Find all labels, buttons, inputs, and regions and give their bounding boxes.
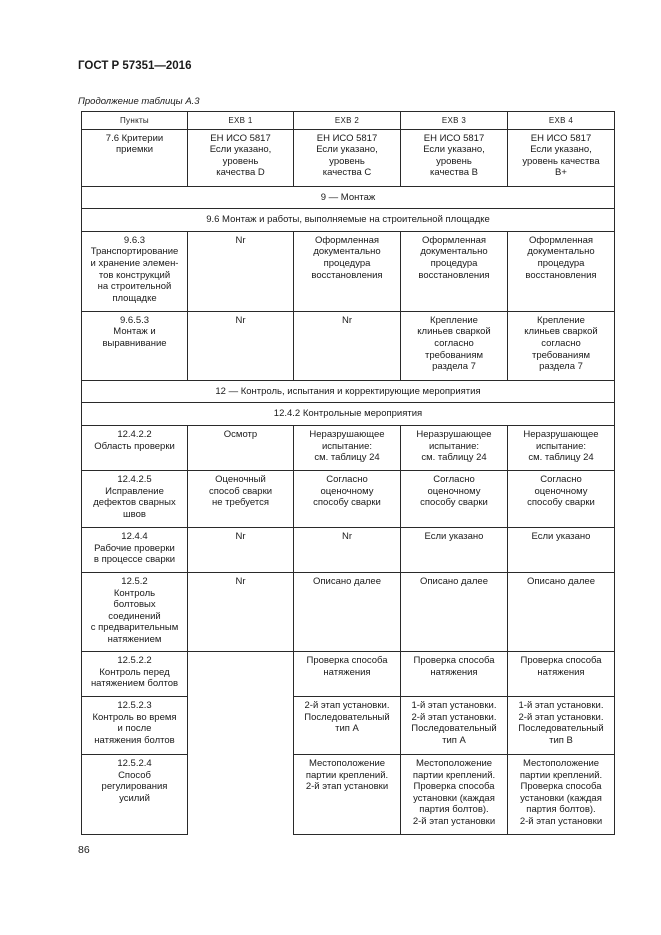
row-clause: 9.6.5.3 Монтаж и выравнивание <box>82 311 188 380</box>
cell-exb1: Nr <box>188 231 294 311</box>
cell-exb3: Проверка способа натяжения <box>401 651 508 696</box>
table-caption: Продолжение таблицы А.3 <box>78 96 200 107</box>
header-exb4: EXB 4 <box>508 112 615 130</box>
row-clause: 7.6 Критерии приемки <box>82 129 188 186</box>
section-heading: 9 — Монтаж <box>82 186 615 209</box>
row-clause: 12.4.2.5 Исправление дефектов сварных швов <box>82 470 188 527</box>
cell-exb4: Если указано <box>508 527 615 572</box>
cell-exb2: Оформленная документально процедура восстановления <box>294 231 401 311</box>
cell-exb1: Осмотр <box>188 425 294 470</box>
cell-exb4: Согласно оценочному способу сварки <box>508 470 615 527</box>
row-clause: 12.5.2.2 Контроль перед натяжением болтов <box>82 651 188 696</box>
cell-exb1: Оценочный способ сварки не требуется <box>188 470 294 527</box>
table-row <box>82 129 615 186</box>
cell-exb3: 1-й этап установки. 2-й этап установки. Последовательный тип А <box>401 696 508 754</box>
row-clause: 12.5.2.3 Контроль во время и после натяжения болтов <box>82 696 188 754</box>
cell-exb3: Местоположение партии креплений. Проверка способа установки (каждая партия болтов). 2-й этап установки <box>401 754 508 834</box>
cell-exb1: ЕН ИСО 5817 Если указано, уровень качества D <box>188 129 294 186</box>
cell-exb4: Оформленная документально процедура восстановления <box>508 231 615 311</box>
cell-exb3: Согласно оценочному способу сварки <box>401 470 508 527</box>
row-clause: 12.4.4 Рабочие проверки в процессе сварки <box>82 527 188 572</box>
cell-exb1: Nr <box>188 572 294 651</box>
row-clause: 12.5.2 Контроль болтовых соединений с предварительным натяжением <box>82 572 188 651</box>
cell-exb3: Неразрушающее испытание: см. таблицу 24 <box>401 425 508 470</box>
cell-exb1: Nr <box>188 527 294 572</box>
section-row <box>82 403 615 426</box>
cell-exb1: Nr <box>188 311 294 380</box>
cell-exb2: Местоположение партии креплений. 2-й этап установки <box>294 754 401 834</box>
row-clause: 9.6.3 Транспортирование и хранение элемен- тов конструкций на строительной площадке <box>82 231 188 311</box>
cell-exb3: Оформленная документально процедура восстановления <box>401 231 508 311</box>
header-exb3: EXB 3 <box>401 112 508 130</box>
table-row <box>82 527 615 572</box>
table-row <box>82 311 615 380</box>
cell-exb1-empty <box>188 696 294 754</box>
cell-exb3: Крепление клиньев сваркой согласно требованиям раздела 7 <box>401 311 508 380</box>
cell-exb1-empty <box>188 651 294 696</box>
cell-exb4: Местоположение партии креплений. Проверка способа установки (каждая партия болтов). 2-й этап установки <box>508 754 615 834</box>
header-clauses: Пункты <box>82 112 188 130</box>
table-row <box>82 470 615 527</box>
cell-exb2: Nr <box>294 311 401 380</box>
subsection-heading: 9.6 Монтаж и работы, выполняемые на строительной площадке <box>82 209 615 232</box>
table-row <box>82 651 615 696</box>
row-clause: 12.4.2.2 Область проверки <box>82 425 188 470</box>
cell-exb2: Проверка способа натяжения <box>294 651 401 696</box>
cell-exb2: Согласно оценочному способу сварки <box>294 470 401 527</box>
cell-exb2: Описано далее <box>294 572 401 651</box>
section-heading: 12 — Контроль, испытания и корректирующие мероприятия <box>82 380 615 403</box>
section-row <box>82 186 615 209</box>
cell-exb2: ЕН ИСО 5817 Если указано, уровень качества С <box>294 129 401 186</box>
page-number: 86 <box>78 844 90 856</box>
cell-exb4: Описано далее <box>508 572 615 651</box>
cell-exb2: Nr <box>294 527 401 572</box>
cell-exb4: Неразрушающее испытание: см. таблицу 24 <box>508 425 615 470</box>
cell-exb3: ЕН ИСО 5817 Если указано, уровень качества В <box>401 129 508 186</box>
cell-exb1-empty <box>188 754 294 834</box>
requirements-table <box>81 111 615 835</box>
table-row <box>82 696 615 754</box>
table-row <box>82 572 615 651</box>
cell-exb4: 1-й этап установки. 2-й этап установки. Последовательный тип В <box>508 696 615 754</box>
row-clause: 12.5.2.4 Способ регулирования усилий <box>82 754 188 834</box>
cell-exb4: Крепление клиньев сваркой согласно требованиям раздела 7 <box>508 311 615 380</box>
table-header-row <box>82 112 615 130</box>
table-row <box>82 231 615 311</box>
header-exb1: EXB 1 <box>188 112 294 130</box>
cell-exb3: Описано далее <box>401 572 508 651</box>
cell-exb2: 2-й этап установки. Последовательный тип А <box>294 696 401 754</box>
cell-exb3: Если указано <box>401 527 508 572</box>
section-row <box>82 209 615 232</box>
cell-exb2: Неразрушающее испытание: см. таблицу 24 <box>294 425 401 470</box>
table-row <box>82 425 615 470</box>
cell-exb4: ЕН ИСО 5817 Если указано, уровень качества В+ <box>508 129 615 186</box>
section-row <box>82 380 615 403</box>
subsection-heading: 12.4.2 Контрольные мероприятия <box>82 403 615 426</box>
cell-exb4: Проверка способа натяжения <box>508 651 615 696</box>
table-row <box>82 754 615 834</box>
standard-number: ГОСТ Р 57351—2016 <box>78 60 192 72</box>
header-exb2: EXB 2 <box>294 112 401 130</box>
